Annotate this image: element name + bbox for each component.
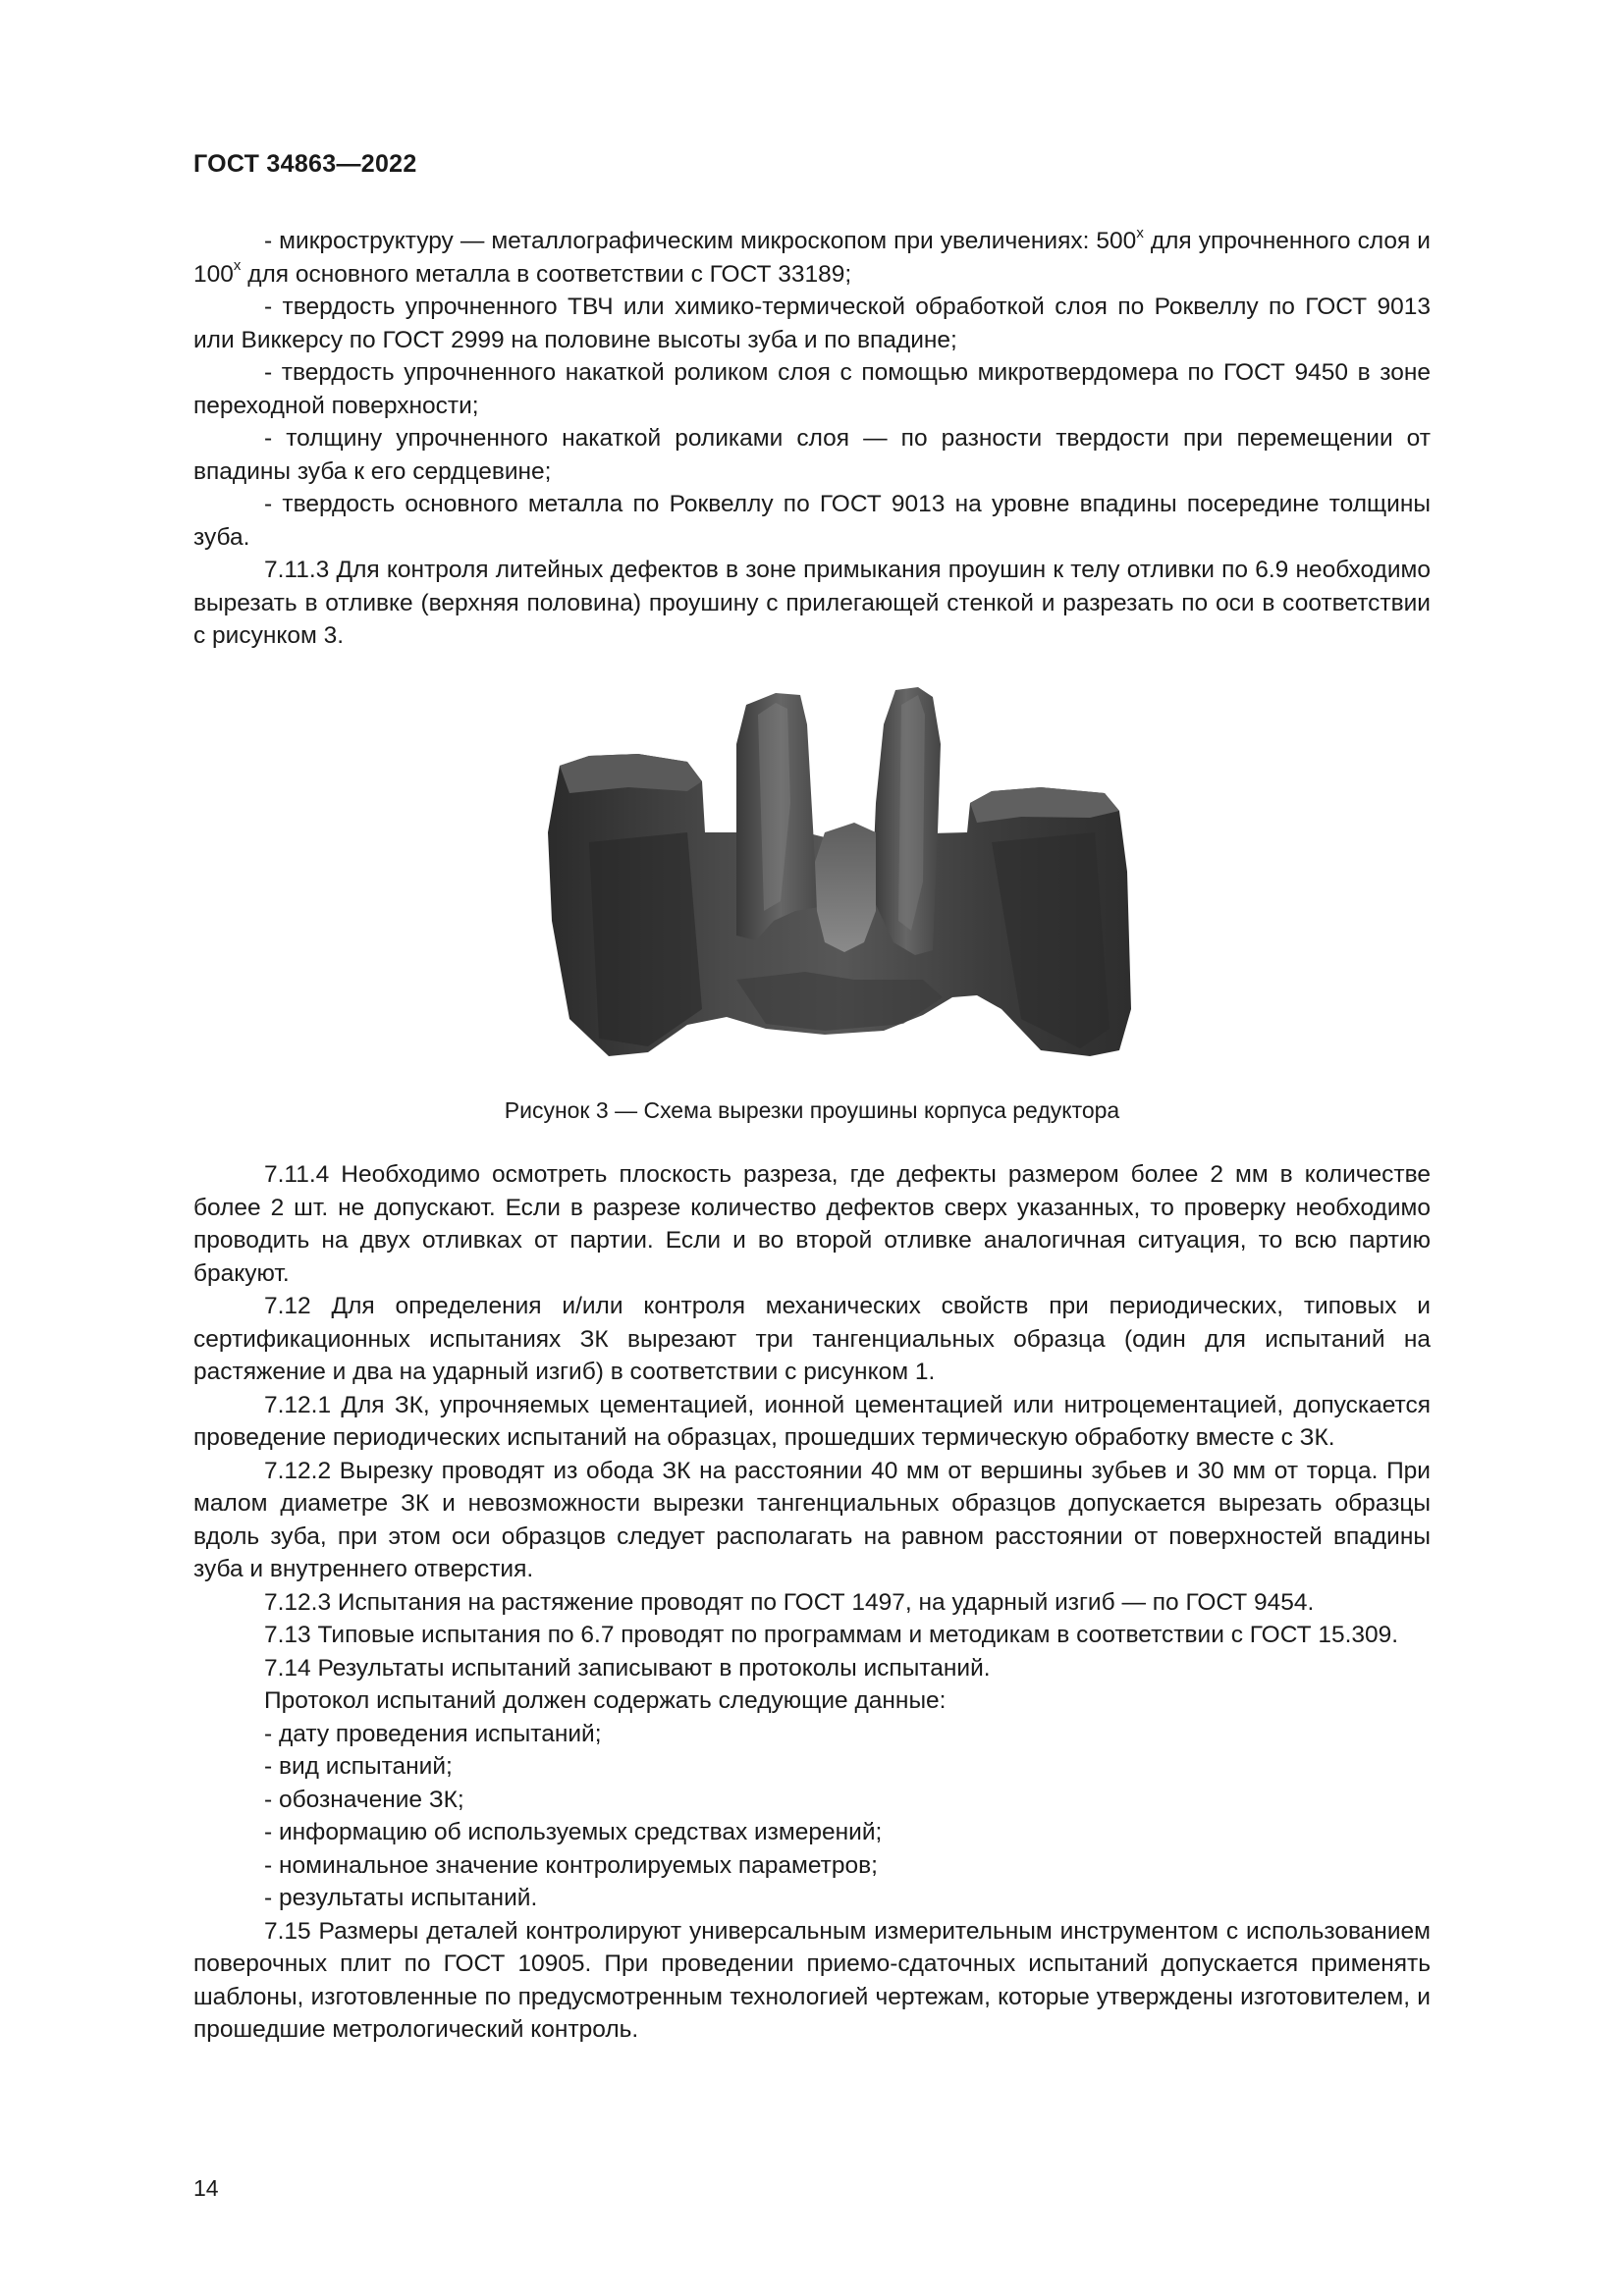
paragraph bbox=[193, 225, 1431, 291]
superscript: х bbox=[233, 257, 242, 275]
figure-caption: Рисунок 3 — Схема вырезки проушины корпуса редуктора bbox=[504, 1097, 1120, 1123]
list-item: - результаты испытаний. bbox=[264, 1885, 538, 1911]
list-item: - обозначение ЗК; bbox=[264, 1786, 464, 1813]
paragraph: 7.13 Типовые испытания по 6.7 проводят по программам и методикам в соответствии с ГОСТ 15.309. bbox=[264, 1622, 1399, 1648]
page-number: 14 bbox=[193, 2175, 219, 2201]
paragraph: Протокол испытаний должен содержать следующие данные: bbox=[264, 1687, 947, 1714]
paragraph: 7.12.3 Испытания на растяжение проводят по ГОСТ 1497, на ударный изгиб — по ГОСТ 9454. bbox=[264, 1588, 1315, 1616]
superscript: х bbox=[1136, 224, 1144, 241]
text-block-lower bbox=[193, 1158, 1431, 2047]
list-item: - информацию об используемых средствах измерений; bbox=[264, 1819, 883, 1845]
list-item: - вид испытаний; bbox=[264, 1753, 453, 1780]
paragraph: 7.15 Размеры деталей контролируют универсальным измерительным инструментом с использованием поверочных плит по ГОСТ 10905. При проведении приемо-сдаточных испытаний допускается применять шаблоны, изготовленные по предусмотренным технологией чертежам, которые утверждены изготовителем, и прошедшие метрологический контроль. bbox=[193, 1917, 1431, 2043]
paragraph: 7.12.1 Для ЗК, упрочняемых цементацией, ионной цементацией или нитроцементацией, допускается проведение периодических испытаний на образцах, прошедших термическую обработку вместе с ЗК. bbox=[193, 1391, 1431, 1451]
list-item: - дату проведения испытаний; bbox=[264, 1720, 602, 1747]
text-block-upper bbox=[193, 225, 1431, 653]
paragraph: - твердость упрочненного ТВЧ или химико-термической обработкой слоя по Роквеллу по ГОСТ 9013 или Виккерсу по ГОСТ 2999 на половине высоты зуба и по впадине; bbox=[193, 294, 1431, 353]
paragraph: 7.12 Для определения и/или контроля механических свойств при периодических, типовых и сертификационных испытаниях ЗК вырезают три тангенциальных образца (один для испытаний на растяжение и два на ударный изгиб) в соответствии с рисунком 1. bbox=[193, 1293, 1431, 1385]
paragraph: 7.14 Результаты испытаний записывают в протоколы испытаний. bbox=[264, 1654, 991, 1682]
paragraph: - твердость упрочненного накаткой роликом слоя с помощью микротвердомера по ГОСТ 9450 в зоне переходной поверхности; bbox=[193, 359, 1431, 419]
text-fragment: для упрочненного слоя и 100 bbox=[193, 228, 1431, 288]
document-header-title: ГОСТ 34863—2022 bbox=[193, 150, 417, 178]
text-fragment: для основного металла в соответствии с ГОСТ 33189; bbox=[241, 260, 852, 288]
paragraph: - толщину упрочненного накаткой роликами слоя — по разности твердости при перемещении от впадины зуба к его сердцевине; bbox=[193, 425, 1431, 485]
figure-casting-photo bbox=[530, 685, 1159, 1068]
list-item: - номинальное значение контролируемых параметров; bbox=[264, 1851, 878, 1879]
casting-image bbox=[530, 685, 1159, 1068]
paragraph: 7.11.3 Для контроля литейных дефектов в зоне примыкания проушин к телу отливки по 6.9 необходимо вырезать в отливке (верхняя половина) проушину с прилегающей стенкой и разрезать по оси в соответствии с рисунком 3. bbox=[193, 557, 1431, 649]
paragraph: 7.11.4 Необходимо осмотреть плоскость разреза, где дефекты размером более 2 мм в количестве более 2 шт. не допускают. Если в разрезе количество дефектов сверх указанных, то проверку необходимо проводить на двух отливках от партии. Если и во второй отливке аналогичная ситуация, то всю партию бракуют. bbox=[193, 1161, 1431, 1287]
paragraph: 7.12.2 Вырезку проводят из обода ЗК на расстоянии 40 мм от вершины зубьев и 30 мм от торца. При малом диаметре ЗК и невозможности вырезки тангенциальных образцов допускается вырезать образцы вдоль зуба, при этом оси образцов следует располагать на равном расстоянии от поверхностей впадины зуба и внутреннего отверстия. bbox=[193, 1457, 1431, 1582]
paragraph: - твердость основного металла по Роквеллу по ГОСТ 9013 на уровне впадины посередине толщины зуба. bbox=[193, 491, 1431, 551]
text-fragment: - микроструктуру — металлографическим микроскопом при увеличениях: 500 bbox=[264, 228, 1137, 254]
